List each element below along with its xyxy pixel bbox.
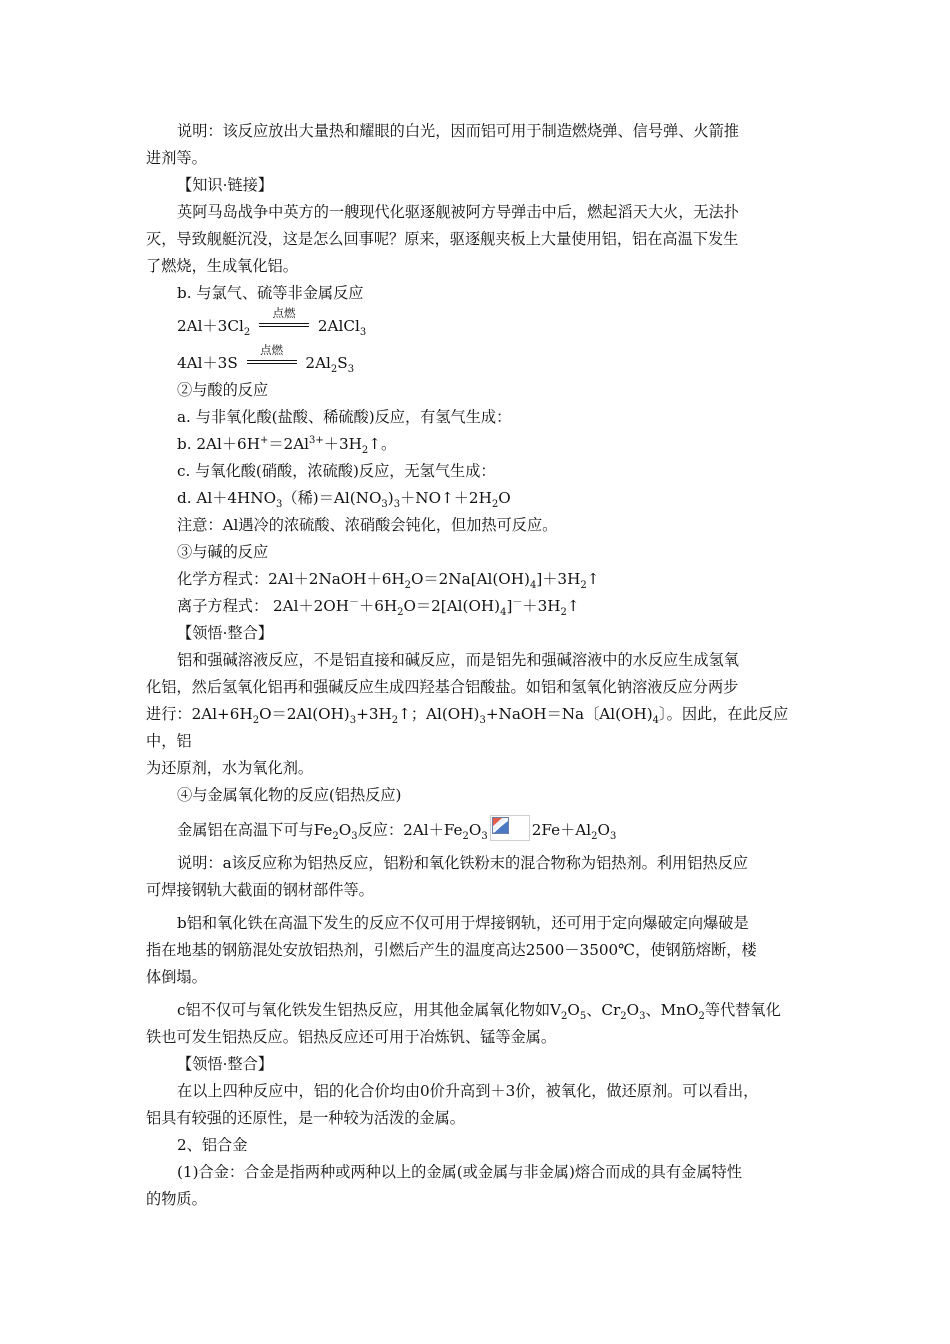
paragraph-line: 了燃烧，生成氧化铝。 [146, 257, 298, 275]
paragraph-line: 进行：$2Al+6H_2O=2Al(OH)_3+3H_2↑$；$Al(OH)_3+NaOH=Na$〔$Al(OH)_4$〕。因此，在此反应中，铝 [146, 705, 789, 750]
equation-acid: b. $2Al+6H^+=2Al^{3+}+3H_2↑$。 [177, 434, 397, 457]
list-item: c. 与氧化酸(硝酸，浓硫酸)反应，无氢气生成： [177, 462, 496, 480]
reaction-arrow: 点燃 [247, 354, 297, 370]
paragraph-line: (1)合金：合金是指两种或两种以上的金属(或金属与非金属)熔合而成的具有金属特性 [177, 1163, 742, 1181]
list-item: ②与酸的反应 [177, 381, 269, 399]
paragraph-line: 体倒塌。 [146, 968, 207, 986]
section-heading: 【知识·链接】 [177, 176, 273, 194]
section-heading: 【领悟·整合】 [177, 624, 273, 642]
paragraph-line: 铝和强碱溶液反应，不是铝直接和碱反应，而是铝先和强碱溶液中的水反应生成氢氧 [177, 651, 739, 669]
note-line: 注意：Al遇冷的浓硫酸、浓硝酸会钝化，但加热可反应。 [177, 516, 558, 534]
list-item: a. 与非氧化酸(盐酸、稀硫酸)反应，有氢气生成： [177, 408, 512, 426]
reaction-arrow: 点燃 [259, 317, 309, 333]
paragraph-line: 铁也可发生铝热反应。铝热反应还可用于冶炼钒、锰等金属。 [146, 1028, 557, 1046]
equation-chlorine: $2Al+3Cl_2$ 点燃 2AlCl$_3$ [177, 306, 367, 339]
paragraph-line: 指在地基的钢筋混处安放铝热剂，引燃后产生的温度高达2500－3500℃，使钢筋熔断，楼 [146, 941, 757, 959]
equation-sulfur: 4Al＋3S 点燃 $2Al_2S_3$ [177, 343, 355, 376]
equation-base-ionic: 离子方程式： $2Al+2OH^-+6H_2O=2[Al(OH)_4]^-+3H_2↑$ [177, 596, 580, 619]
paragraph-line: 灭，导致舰艇沉没，这是怎么回事呢？原来，驱逐舰夹板上大量使用铝，铝在高温下发生 [146, 230, 739, 248]
paragraph-line: b铝和氧化铁在高温下发生的反应不仅可用于焊接钢轨，还可用于定向爆破定向爆破是 [177, 914, 749, 932]
paragraph-line: 英阿马岛战争中英方的一艘现代化驱逐舰被阿方导弹击中后，燃起滔天大火，无法扑 [177, 203, 739, 221]
broken-image-icon [490, 815, 530, 841]
paragraph-line: 铝具有较强的还原性，是一种较为活泼的金属。 [146, 1109, 465, 1127]
equation-thermite: 金属铝在高温下可与$Fe_2O_3$反应：$2Al+Fe_2O_3$ $2Fe+Al_2O_3$ [146, 815, 816, 844]
list-item: ④与金属氧化物的反应(铝热反应) [177, 786, 402, 804]
equation-nitric: d. $Al+4HNO_3$（稀)$=Al(NO_3)_3+NO↑+2H_2O$ [177, 489, 511, 511]
equation-base-chemical: 化学方程式：$2Al+2NaOH+6H_2O=2Na[Al(OH)_4]+3H_2↑$ [177, 570, 600, 592]
paragraph-line: 的物质。 [146, 1190, 207, 1208]
section-heading: 2、铝合金 [177, 1136, 248, 1154]
paragraph-line: 说明：该反应放出大量热和耀眼的白光，因而铝可用于制造燃烧弹、信号弹、火箭推 [177, 122, 739, 140]
paragraph-line: 说明：a该反应称为铝热反应，铝粉和氧化铁粉末的混合物称为铝热剂。利用铝热反应 [177, 854, 748, 872]
paragraph-line: c铝不仅可与氧化铁发生铝热反应，用其他金属氧化物如$V_2O_5$、$Cr_2O_3$、MnO$_2$等代替氧化 [177, 1001, 781, 1023]
paragraph-line: 在以上四种反应中，铝的化合价均由0价升高到＋3价，被氧化，做还原剂。可以看出， [177, 1082, 759, 1100]
list-item: b. 与氯气、硫等非金属反应 [177, 284, 364, 302]
paragraph-line: 可焊接钢轨大截面的钢材部件等。 [146, 881, 374, 899]
paragraph-line: 化铝，然后氢氧化铝再和强碱反应生成四羟基合铝酸盐。如铝和氢氧化钠溶液反应分两步 [146, 678, 739, 696]
paragraph-line: 进剂等。 [146, 149, 207, 167]
paragraph-line: 为还原剂，水为氧化剂。 [146, 759, 314, 777]
document-page [146, 118, 816, 1213]
section-heading: 【领悟·整合】 [177, 1055, 273, 1073]
list-item: ③与碱的反应 [177, 543, 269, 561]
